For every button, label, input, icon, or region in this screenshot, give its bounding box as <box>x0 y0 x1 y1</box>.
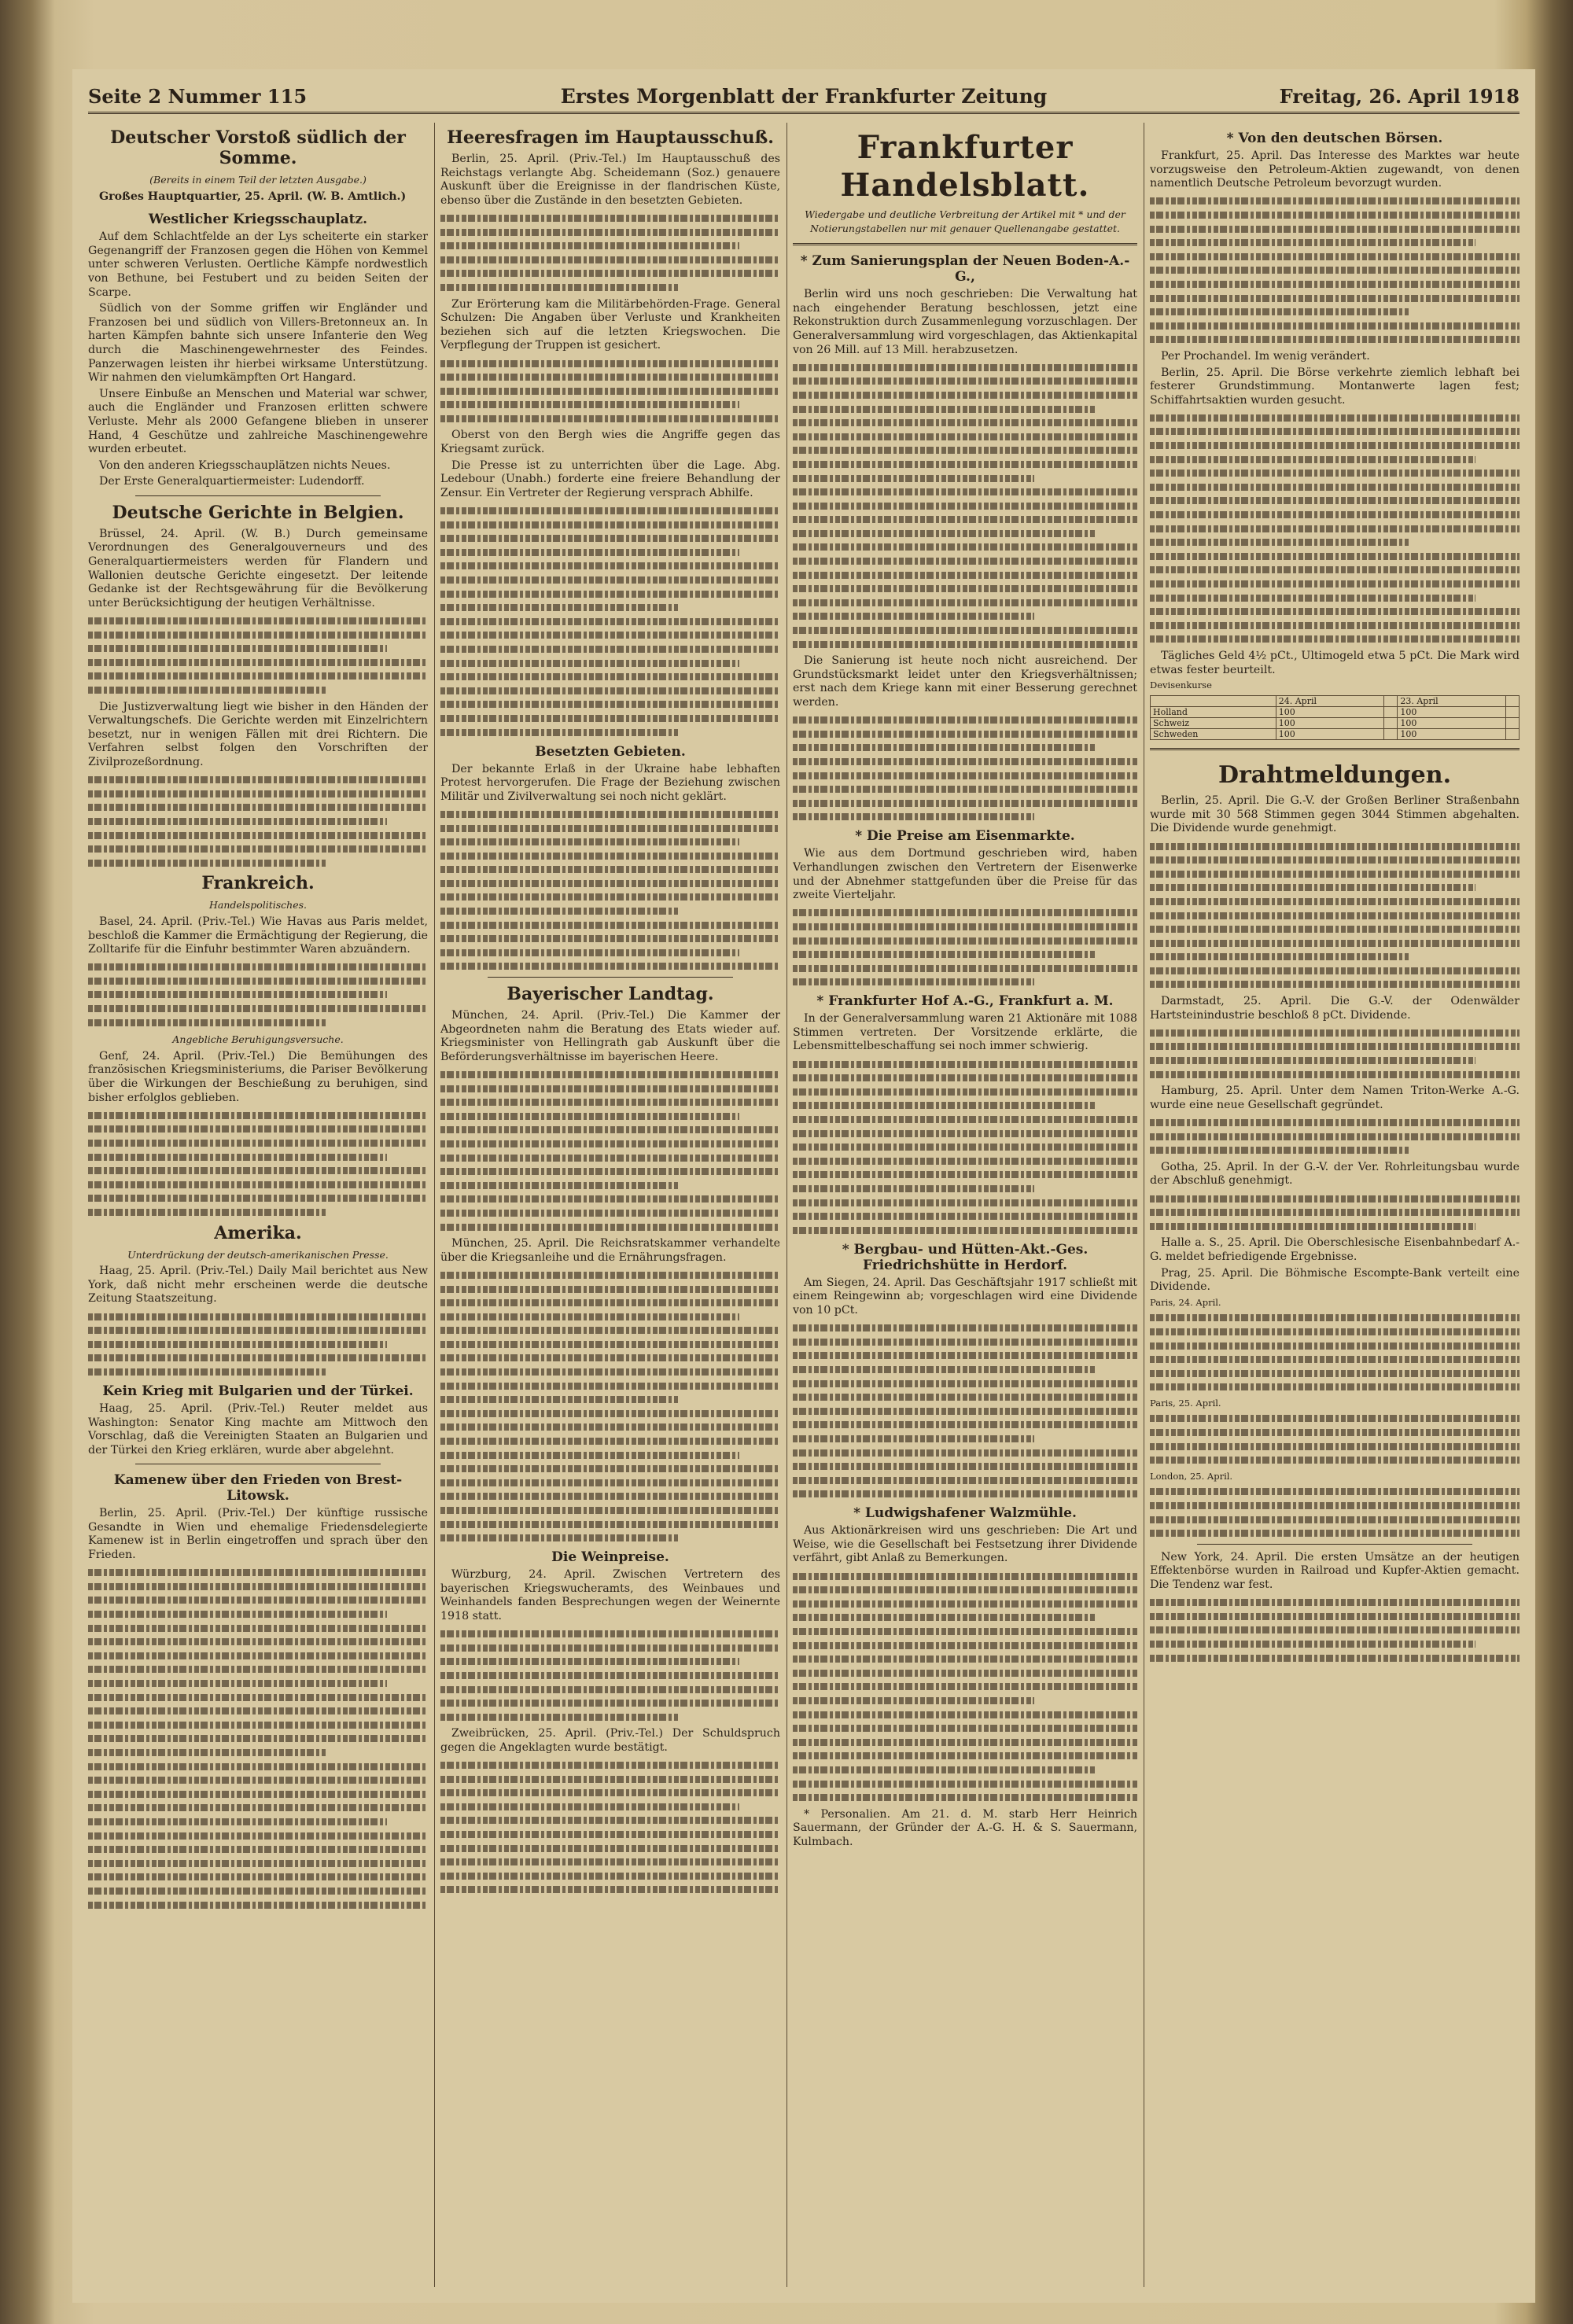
table-cell: Holland <box>1151 707 1276 718</box>
section-heading: * Ludwigshafener Walzmühle. <box>853 1505 1077 1522</box>
article-paragraph: Haag, 25. April. (Priv.-Tel.) Daily Mail berichtet aus New York, daß nicht mehr erscheinen werde die deutsche Zeitung Staatszeitung. <box>88 1265 428 1306</box>
article-paragraph: Wie aus dem Dortmund geschrieben wird, haben Verhandlungen zwischen den Vertretern der Eisenwerke und der Abnehmer stattgefunden über die Preise für das zweite Vierteljahr. <box>793 847 1137 902</box>
article-paragraph: Würzburg, 24. April. Zwischen Vertretern des bayerischen Kriegswucheramts, des Weinbaues und Weinhandels fanden Besprechungen wegen der Weinernte 1918 statt. <box>440 1568 780 1622</box>
illegible-text-block <box>440 1630 780 1721</box>
article-paragraph: Die Sanierung ist heute noch nicht ausreichend. Der Grundstücksmarkt leidet unter den Kriegsverhältnissen; erst nach dem Kriege kann mit einer Besserung gerechnet werden. <box>793 654 1137 709</box>
article-paragraph: Per Prochandel. Im wenig verändert. <box>1161 349 1370 363</box>
column-rule <box>786 123 787 2287</box>
article-paragraph: Aus Aktionärkreisen wird uns geschrieben: Die Art und Weise, wie die Gesellschaft bei Festsetzung ihrer Dividende verfährt, gibt Anlaß zu Bemerkungen. <box>793 1524 1137 1565</box>
illegible-quote-list <box>1150 1488 1520 1537</box>
article-paragraph: Berlin, 25. April. Die G.-V. der Großen Berliner Straßenbahn wurde mit 30 568 Stimmen gegen 3044 Stimmen abgehalten. Die Dividende wurde genehmigt. <box>1150 794 1520 835</box>
article-paragraph: Oberst von den Bergh wies die Angriffe gegen das Kriegsamt zurück. <box>440 429 780 456</box>
article-paragraph: In der Generalversammlung waren 21 Aktionäre mit 1088 Stimmen vertreten. Der Vorsitzende erklärte, die Lebensmittelbeschaffung sei noch immer schwierig. <box>793 1012 1137 1053</box>
article-paragraph: Hamburg, 25. April. Unter dem Namen Triton-Werke A.-G. wurde eine neue Gesellschaft gegründet. <box>1150 1085 1520 1111</box>
article-paragraph: Frankfurt, 25. April. Das Interesse des Marktes war heute vorzugsweise den Petroleum-Aktien zugewandt, von denen namentlich Deutsche Petroleum bevorzugt wurden. <box>1150 149 1520 190</box>
devisen-table <box>1150 695 1520 740</box>
dateline: Großes Hauptquartier, 25. April. (W. B. Amtlich.) <box>99 190 407 203</box>
page-number: Seite 2 Nummer 115 <box>88 85 308 108</box>
table-cell <box>1505 707 1519 718</box>
divider <box>135 495 381 496</box>
article-paragraph: Tägliches Geld 4½ pCt., Ultimogeld etwa 5 pCt. Die Mark wird etwas fester beurteilt. <box>1150 649 1520 676</box>
illegible-text-block <box>793 1061 1137 1234</box>
table-cell <box>1151 696 1276 707</box>
table-cell <box>1505 696 1519 707</box>
headline-drahtmeldungen: Drahtmeldungen. <box>1218 761 1452 790</box>
section-heading: * Zum Sanierungsplan der Neuen Boden-A.-G., <box>800 253 1130 285</box>
article-paragraph: Brüssel, 24. April. (W. B.) Durch gemeinsame Verordnungen des Generalgouverneurs und des Generalquartiermeisters werden für Flandern und Wallonien deutsche Gerichte eingesetzt. Der leitende Gedanke ist der Rechtsgewährung für die Bevölkerung unter Berücksichtigung der heutigen Verhältnisse. <box>88 527 428 610</box>
illegible-text-block <box>88 1313 428 1376</box>
table-row <box>1151 718 1520 729</box>
illegible-text-block <box>88 963 428 1026</box>
illegible-text-block <box>1150 843 1520 989</box>
article-paragraph: Auf dem Schlachtfelde an der Lys scheiterte ein starker Gegenangriff der Franzosen gegen die Höhen von Kemmel unter schweren Verlusten. Oertliche Kämpfe nordwestlich von Bethune, bei Festubert und zu beiden Seiten der Scarpe. <box>88 230 428 299</box>
section-heading: * Frankfurter Hof A.-G., Frankfurt a. M. <box>816 993 1114 1010</box>
table-cell: 100 <box>1398 729 1505 740</box>
headline-frankreich: Frankreich. <box>201 873 315 894</box>
table-cell: Schweiz <box>1151 718 1276 729</box>
article-paragraph: Gotha, 25. April. In der G.-V. der Ver. Rohrleitungsbau wurde der Abschluß genehmigt. <box>1150 1160 1520 1188</box>
section-heading: * Bergbau- und Hütten-Akt.-Ges. Friedrichshütte in Herdorf. <box>842 1241 1089 1273</box>
table-cell <box>1383 718 1397 729</box>
illegible-text-block <box>440 215 780 291</box>
newspaper-page <box>72 69 1535 2303</box>
article-paragraph: New York, 24. April. Die ersten Umsätze an der heutigen Effektenbörse wurden in Railroad und Kupfer-Aktien gemacht. Die Tendenz war fest. <box>1150 1550 1520 1591</box>
column-3 <box>793 123 1137 2287</box>
column-rule <box>434 123 435 2287</box>
article-paragraph: * Personalien. Am 21. d. M. starb Herr Heinrich Sauermann, der Gründer der A.-G. H. & S. Sauermann, Kulmbach. <box>793 1807 1137 1848</box>
section-subtitle: Unterdrückung der deutsch-amerikanischen Presse. <box>127 1248 389 1261</box>
headline-handelsblatt: Frankfurter Handelsblatt. <box>840 129 1090 204</box>
illegible-text-block <box>440 1762 780 1893</box>
illegible-text-block <box>88 776 428 867</box>
illegible-text-block <box>440 1272 780 1541</box>
article-paragraph: Berlin, 25. April. (Priv.-Tel.) Der künftige russische Gesandte in Wien und ehemalige Friedensdelegierte Kamenew ist in Berlin eingetroffen und sprach über den Frieden. <box>88 1507 428 1562</box>
illegible-quote-list <box>1150 1415 1520 1464</box>
divider <box>793 243 1137 245</box>
section-heading: Kein Krieg mit Bulgarien und der Türkei. <box>102 1383 414 1399</box>
illegible-text-block <box>793 1573 1137 1802</box>
newspaper-title: Erstes Morgenblatt der Frankfurter Zeitung <box>560 85 1048 108</box>
section-heading: Westlicher Kriegsschauplatz. <box>148 212 368 228</box>
illegible-text-block <box>793 1324 1137 1497</box>
table-cell <box>1505 729 1519 740</box>
article-paragraph: Berlin, 25. April. (Priv.-Tel.) Im Hauptausschuß des Reichstags verlangte Abg. Scheidemann (Soz.) genauere Auskunft über die Ereignisse in der flandrischen Küste, ebenso über die Zustände in den besetzten Gebieten. <box>440 153 780 207</box>
article-paragraph: Der bekannte Erlaß in der Ukraine habe lebhaften Protest hervorgerufen. Die Frage der Beziehung zwischen Militär und Zivilverwaltung sei noch nicht geklärt. <box>440 762 780 803</box>
article-paragraph: Berlin, 25. April. Die Börse verkehrte ziemlich lebhaft bei festerer Grundstimmung. Montanwerte lagen fest; Schiffahrtsaktien wurden gesucht. <box>1150 366 1520 407</box>
column-4 <box>1150 123 1520 2287</box>
illegible-text-block <box>793 364 1137 648</box>
article-paragraph: München, 25. April. Die Reichsratskammer verhandelte über die Kriegsanleihe und die Ernährungsfragen. <box>440 1237 780 1264</box>
headline-amerika: Amerika. <box>214 1222 302 1243</box>
article-paragraph: Südlich von der Somme griffen wir Engländer und Franzosen bei und südlich von Villers-Bretonneux an. In harten Kämpfen bahnte sich unsere Infanterie den Weg durch die Maschinengewehrnester des Feindes. Panzerwagen leisten ihr hierbei wirksame Unterstützung. Wir nahmen den vielumkämpften Ort Hangard. <box>88 302 428 385</box>
illegible-text-block <box>440 1071 780 1231</box>
market-heading: London, 25. April. <box>1150 1470 1233 1482</box>
article-paragraph: Am Siegen, 24. April. Das Geschäftsjahr 1917 schließt mit einem Reingewinn ab; vorgeschlagen wird eine Dividende von 10 pCt. <box>793 1276 1137 1317</box>
masthead <box>88 80 1520 114</box>
article-paragraph: Die Justizverwaltung liegt wie bisher in den Händen der Verwaltungschefs. Die Gerichte werden mit Einzelrichtern besetzt, nur in wenigen Fällen mit drei Richtern. Die Verfahren selbst folgen den Vorschriften der Zivilprozeßordnung. <box>88 700 428 768</box>
table-row <box>1151 707 1520 718</box>
article-paragraph: Zur Erörterung kam die Militärbehörden-Frage. General Schulzen: Die Angaben über Verluste und Krankheiten beziehen sich auf die letzten Kriegswochen. Die Verpflegung der Truppen ist gesichert. <box>440 297 780 352</box>
headline-belgien: Deutsche Gerichte in Belgien. <box>112 502 404 523</box>
section-heading: Besetzten Gebieten. <box>535 743 686 760</box>
table-cell: 23. April <box>1398 696 1505 707</box>
article-paragraph: Darmstadt, 25. April. Die G.-V. der Odenwälder Hartsteinindustrie beschloß 8 pCt. Dividende. <box>1150 995 1520 1022</box>
article-paragraph: München, 24. April. (Priv.-Tel.) Die Kammer der Abgeordneten nahm die Beratung des Etats wieder auf. Kriegsminister von Hellingrath gab Auskunft über die Beförderungsverhältnisse im bayerischen Heere. <box>440 1009 780 1063</box>
table-row <box>1151 696 1520 707</box>
table-cell: 24. April <box>1276 696 1383 707</box>
illegible-text-block <box>793 909 1137 985</box>
illegible-text-block <box>1150 1029 1520 1078</box>
divider <box>1150 748 1520 750</box>
headline-subtitle: (Bereits in einem Teil der letzten Ausgabe.) <box>149 174 367 186</box>
illegible-quote-list <box>1150 1314 1520 1390</box>
table-cell <box>1505 718 1519 729</box>
article-paragraph: Halle a. S., 25. April. Die Oberschlesische Eisenbahnbedarf A.-G. meldet befriedigende Ergebnisse. <box>1150 1236 1520 1263</box>
divider <box>1197 1544 1472 1545</box>
table-cell <box>1383 707 1397 718</box>
headline-kamenew: Kamenew über den Frieden von Brest-Litowsk. <box>113 1472 403 1505</box>
market-heading: Paris, 25. April. <box>1150 1397 1221 1409</box>
headline-heeresfragen: Heeresfragen im Hauptausschuß. <box>447 127 774 148</box>
article-paragraph: Unsere Einbuße an Menschen und Material war schwer, auch die Engländer und Franzosen erlitten schwere Verluste. Mehr als 2000 Gefangene blieben in unserer Hand, 4 Geschütze und zahlreiche Maschinengewehre wurden erbeutet. <box>88 387 428 456</box>
illegible-text-block <box>1150 414 1520 643</box>
column-2 <box>440 123 780 2287</box>
table-cell: 100 <box>1276 718 1383 729</box>
table-cell: 100 <box>1398 707 1505 718</box>
illegible-text-block <box>793 716 1137 820</box>
issue-date: Freitag, 26. April 1918 <box>1279 85 1520 108</box>
divider <box>488 977 733 978</box>
illegible-text-block <box>88 617 428 694</box>
section-heading: Die Weinpreise. <box>551 1549 669 1566</box>
table-cell: 100 <box>1276 707 1383 718</box>
market-heading: Paris, 24. April. <box>1150 1296 1221 1308</box>
illegible-text-block <box>1150 197 1520 343</box>
illegible-text-block <box>1150 1119 1520 1154</box>
section-subtitle: Angebliche Beruhigungsversuche. <box>172 1033 344 1046</box>
table-cell <box>1383 729 1397 740</box>
illegible-text-block <box>88 1112 428 1216</box>
illegible-text-block <box>440 360 780 422</box>
illegible-text-block <box>440 811 780 970</box>
illegible-text-block <box>1150 1195 1520 1230</box>
headline-somme: Deutscher Vorstoß südlich der Somme. <box>110 127 406 168</box>
table-row <box>1151 729 1520 740</box>
illegible-text-block <box>440 507 780 736</box>
table-cell <box>1383 696 1397 707</box>
headline-bayerischer-landtag: Bayerischer Landtag. <box>507 984 714 1005</box>
table-cell: Schweden <box>1151 729 1276 740</box>
article-paragraph: Von den anderen Kriegsschauplätzen nichts Neues. <box>99 459 391 472</box>
article-paragraph: Die Presse ist zu unterrichten über die Lage. Abg. Ledebour (Unabh.) forderte eine freiere Behandlung der Zensur. Ein Vertreter der Regierung versprach Abhilfe. <box>440 459 780 499</box>
article-paragraph: Berlin wird uns noch geschrieben: Die Verwaltung hat nach eingehender Beratung beschlossen, jetzt eine Rekonstruktion durch Zusammenlegung vorzuschlagen. Der Generalversammlung wird vorgeschlagen, das Aktienkapital von 26 Mill. auf 13 Mill. herabzusetzen. <box>793 288 1137 356</box>
table-cell: 100 <box>1398 718 1505 729</box>
section-heading: * Von den deutschen Börsen. <box>1226 131 1443 146</box>
article-paragraph: Basel, 24. April. (Priv.-Tel.) Wie Havas aus Paris meldet, beschloß die Kammer die Ermächtigung der Regierung, die Zolltarife für die Einfuhr bestimmter Waren abzuändern. <box>88 915 428 956</box>
section-heading: * Die Preise am Eisenmarkte. <box>855 828 1075 845</box>
article-paragraph: Prag, 25. April. Die Böhmische Escompte-Bank verteilt eine Dividende. <box>1150 1266 1520 1294</box>
table-cell: 100 <box>1276 729 1383 740</box>
article-paragraph: Genf, 24. April. (Priv.-Tel.) Die Bemühungen des französischen Kriegsministeriums, die Pariser Bevölkerung über die Wirkungen der Beschießung zu beruhigen, sind bisher erfolglos geblieben. <box>88 1049 428 1104</box>
column-1 <box>88 123 428 2287</box>
table-title: Devisenkurse <box>1150 680 1212 691</box>
signature: Der Erste Generalquartiermeister: Ludendorff. <box>99 475 365 488</box>
article-paragraph: Zweibrücken, 25. April. (Priv.-Tel.) Der Schuldspruch gegen die Angeklagten wurde bestätigt. <box>440 1727 780 1754</box>
illegible-text-block <box>1150 1599 1520 1661</box>
illegible-text-block <box>88 1569 428 1908</box>
article-paragraph: Haag, 25. April. (Priv.-Tel.) Reuter meldet aus Washington: Senator King machte am Mittwoch den Vorschlag, daß die Vereinigten Staaten an Bulgarien und der Türkei den Krieg erklären, wurde aber abgelehnt. <box>88 1401 428 1457</box>
reprint-notice: Wiedergabe und deutliche Verbreitung der Artikel mit * und der Notierungstabellen nur mit genauer Quellenangabe gestattet. <box>805 208 1125 234</box>
section-subtitle: Handelspolitisches. <box>208 899 307 912</box>
